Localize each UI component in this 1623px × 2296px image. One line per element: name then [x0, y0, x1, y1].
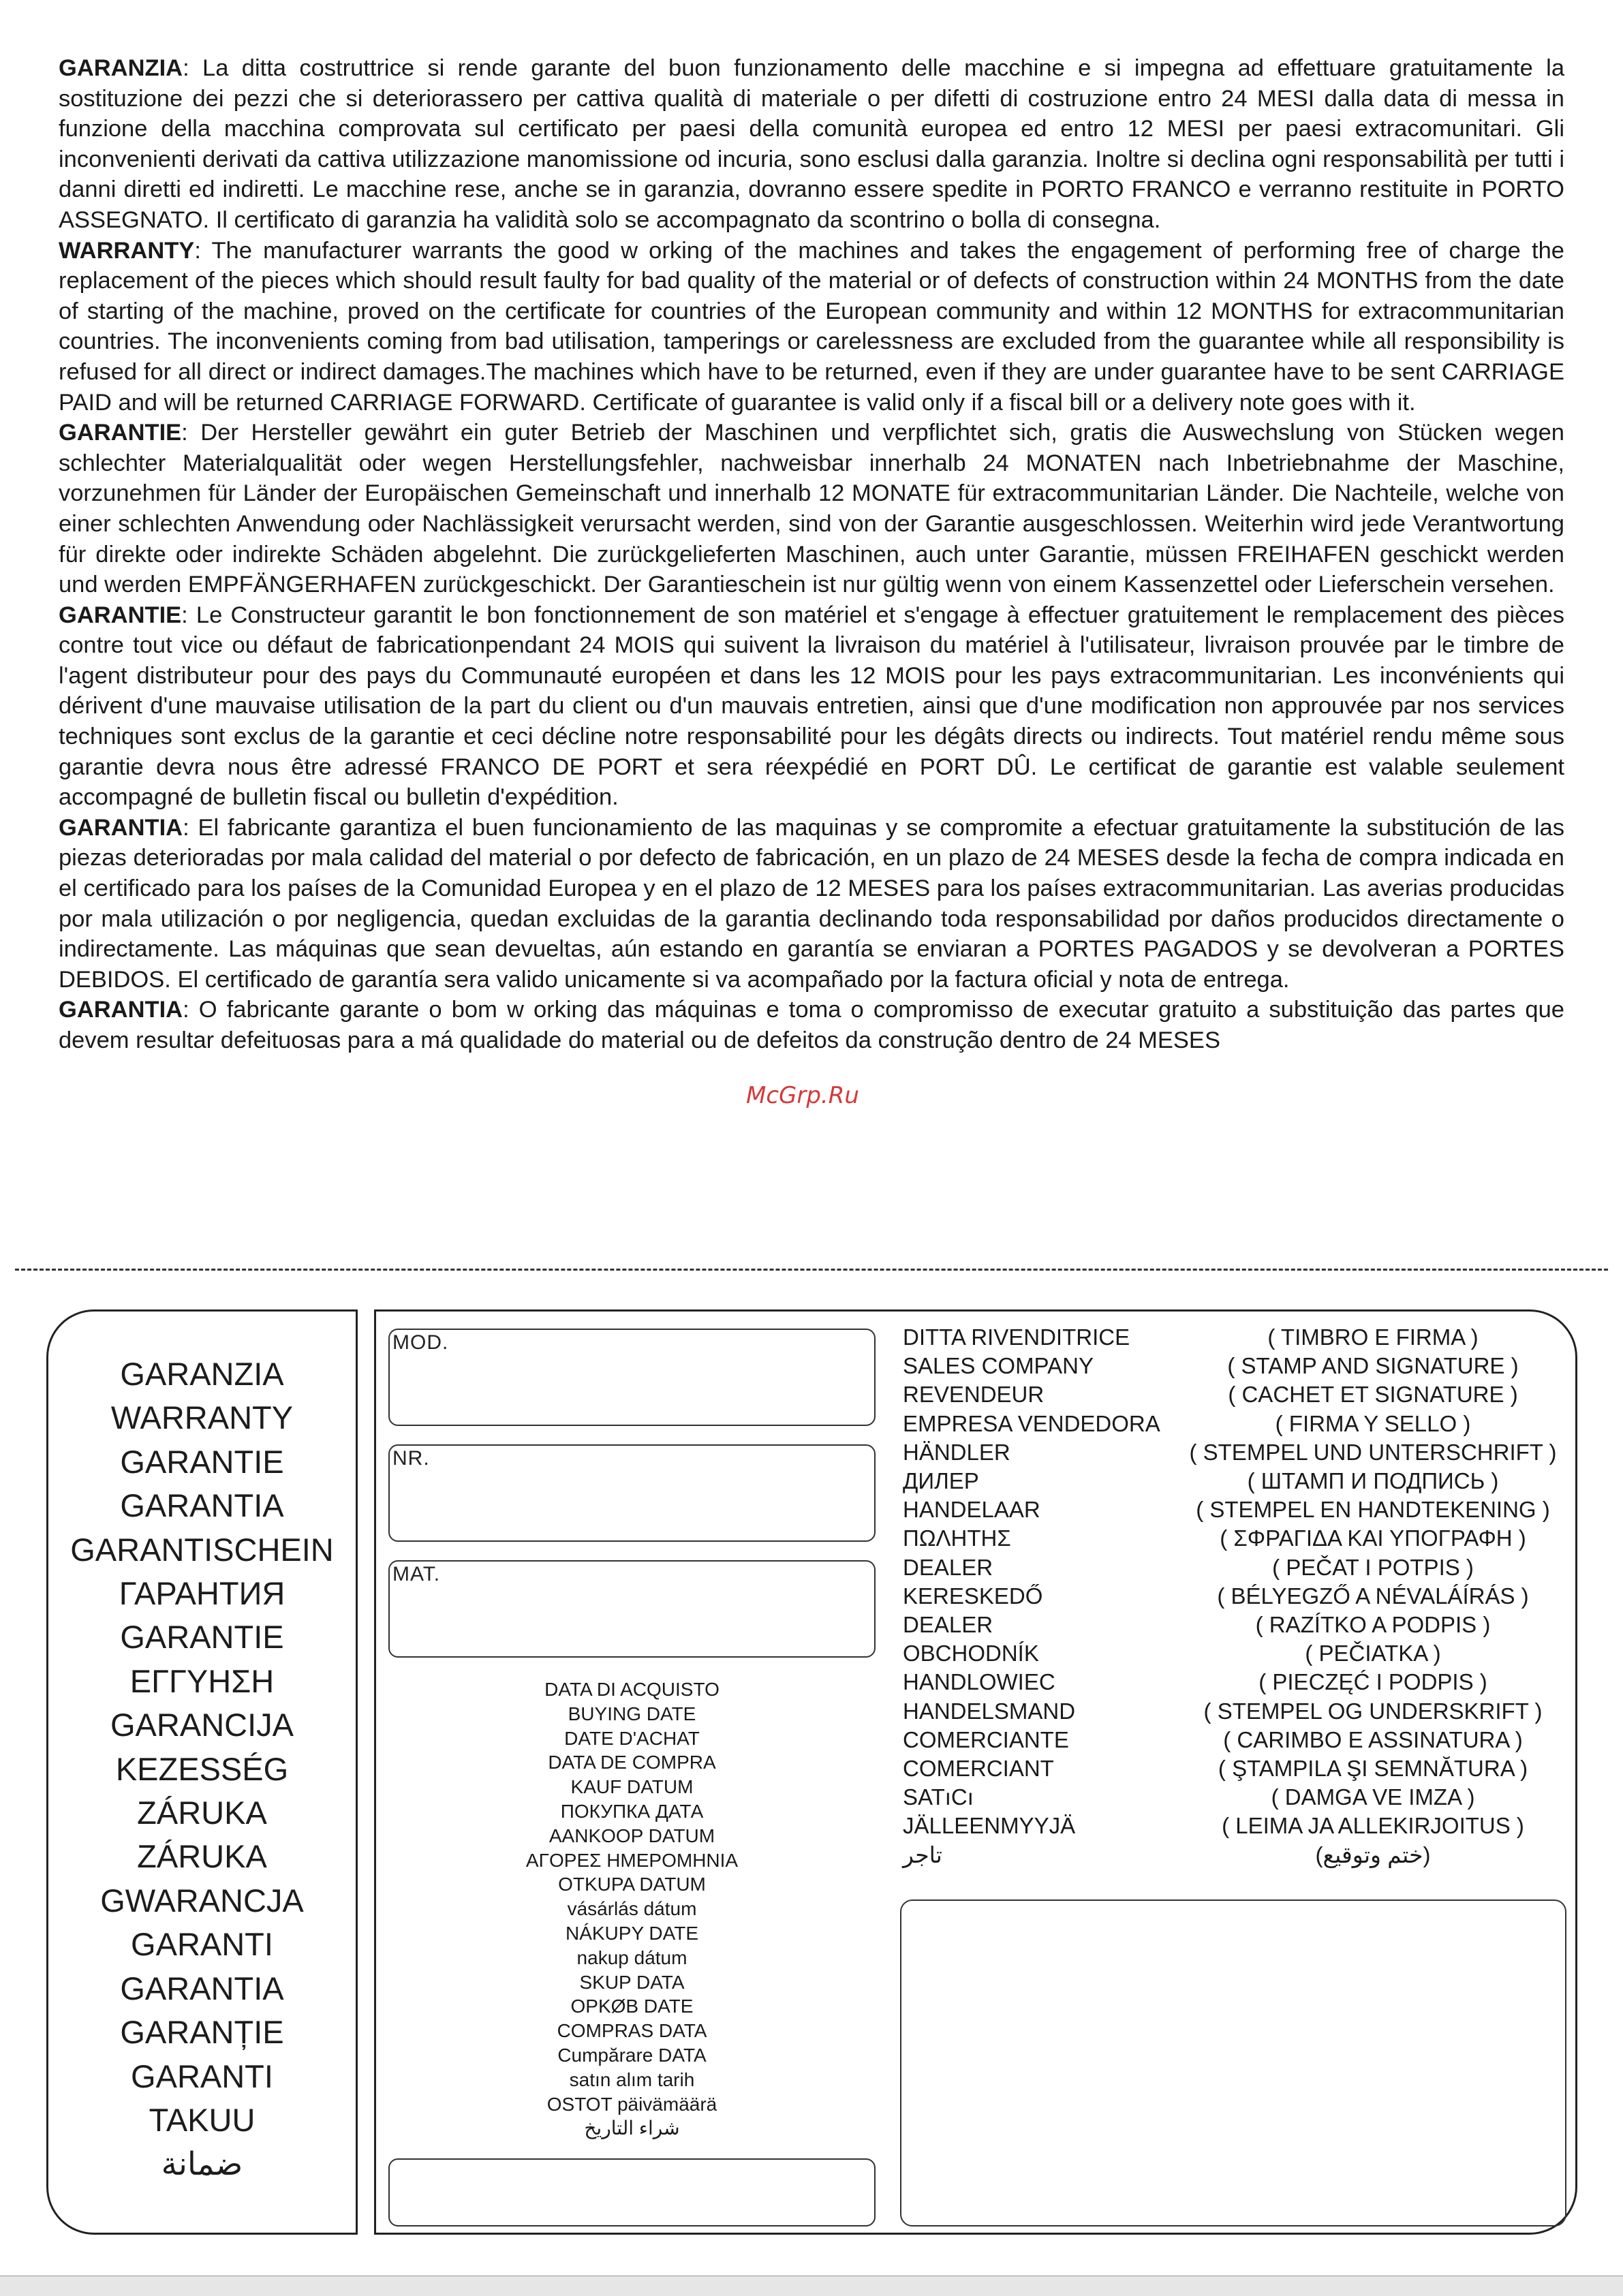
dealer-row — [903, 1323, 1584, 1352]
dealer-row — [903, 1726, 1584, 1754]
warranty-language-label: GARANTI — [131, 2058, 273, 2094]
dealer-row — [903, 1639, 1584, 1668]
watermark: McGrp.Ru — [746, 1082, 859, 1109]
paragraph-german — [59, 418, 1564, 600]
warranty-language-label: KEZESSÉG — [115, 1750, 289, 1787]
warranty-language-label: GWARANCJA — [100, 1882, 304, 1919]
purchase-date-label: COMPRAS DATA — [557, 2020, 707, 2042]
purchase-date-label: NÁKUPY DATE — [565, 1922, 698, 1944]
paragraph-heading: GARANTIE — [59, 602, 182, 628]
dealer-label: HANDLOWIEC — [903, 1669, 1055, 1695]
paragraph-body: : The manufacturer warrants the good w orking of the machines and takes the engagement of performing free of charge the replacement of the pieces which should result faulty for bad quality of the material or of defects of construction within 24 MONTHS from the date of starting of the machine, proved on the certificate for countries of the European community and within 12 MONTHS for extracommunitarian countries. The inconvenients coming from bad utilisation, tamperings or carelessness are excluded from the guarantee while all responsibility is refused for all direct or indirect damages.The machines which have to be returned, even if they are under guarantee have to be sent CARRIAGE PAID and will be returned CARRIAGE FORWARD. Certificate of guarantee is valid only if a fiscal bill or a delivery note goes with it. — [59, 237, 1564, 416]
stamp-label: ( ŞTAMPILA ŞI SEMNĂTURA ) — [1218, 1756, 1528, 1782]
dealer-row — [903, 1495, 1584, 1524]
dealer-stamp-labels — [903, 1323, 1584, 1870]
dealer-row — [903, 1611, 1584, 1639]
purchase-date-label: vásárlás dátum — [567, 1898, 697, 1920]
warranty-language-label: GARANTI — [131, 1926, 273, 1963]
paragraph-portuguese — [59, 995, 1564, 1055]
purchase-date-label: BUYING DATE — [568, 1703, 696, 1724]
purchase-date-field[interactable] — [388, 2158, 876, 2227]
paragraph-body: : Der Hersteller gewährt ein guter Betrieb der Maschinen und verpflichtet sich, gratis die Auswechslung von Stücken wegen schlechter Materialqualität oder wegen Herstellungsfehler, nachweisbar innerhalb 24 MONATEN nach Inbetriebnahme der Maschine, vorzunehmen für Länder der Europäischen Gemeinschaft und innerhalb 12 MONATE für extracommunitarian Länder. Die Nachteile, welche von einer schlechten Anwendung oder Nachlässigkeit verursacht werden, sind von der Garantie ausgeschlossen. Weiterhin wird jede Verantwortung für direkte oder indirekte Schäden abgelehnt. Die zurückgelieferten Maschinen, auch unter Garantie, müssen FREIHAFEN geschickt werden und werden EMPFÄNGERHAFEN zurückgeschickt. Der Garantieschein ist nur gültig wenn von einem Kassenzettel oder Lieferschein versehen. — [59, 420, 1564, 598]
purchase-date-labels — [436, 1677, 828, 2141]
stamp-label: ( BÉLYEGZŐ A NÉVALÁÍRÁS ) — [1217, 1583, 1529, 1609]
warranty-text-section — [59, 53, 1564, 1056]
dealer-label: DEALER — [903, 1554, 993, 1580]
mod-label: MOD. — [392, 1331, 449, 1354]
nr-label: NR. — [392, 1447, 430, 1470]
purchase-date-label: OTKUPA DATUM — [558, 1874, 706, 1895]
paragraph-body: : La ditta costruttrice si rende garante del buon funzionamento delle macchine e si impegna ad effettuare gratuitamente la sostituzione dei pezzi che si deteriorassero per cattiva qualità di materiale o per difetti di costruzione entro 24 MESI dalla data di messa in funzione della macchina comprovata sul certificato per paesi della comunità europea ed entro 12 MESI per paesi extracomunitari. Gli inconvenienti derivati da cattiva utilizzazione manomissione od incuria, sono esclusi dalla garanzia. Inoltre si declina ogni responsabilità per tutti i danni diretti ed indiretti. Le macchine rese, anche se in garanzia, dovranno essere spedite in PORTO FRANCO e verranno restituite in PORTO ASSEGNATO. Il certificato di garanzia ha validità solo se accompagnato da scontrino o bolla di consegna. — [59, 55, 1564, 233]
purchase-date-label: OPKØB DATE — [570, 1996, 694, 2017]
stamp-label: ( DAMGA VE IMZA ) — [1271, 1784, 1475, 1810]
dealer-row — [903, 1841, 1584, 1870]
stamp-label: ( LEIMA JA ALLEKIRJOITUS ) — [1222, 1813, 1524, 1839]
dealer-row — [903, 1438, 1584, 1467]
dealer-row — [903, 1352, 1584, 1380]
dealer-label: SALES COMPANY — [903, 1353, 1094, 1379]
purchase-date-label: SKUP DATA — [579, 1971, 685, 1993]
dealer-label: EMPRESA VENDEDORA — [903, 1410, 1160, 1436]
stamp-label: ( PEČAT I POTPIS ) — [1272, 1554, 1474, 1580]
dealer-label: HÄNDLER — [903, 1439, 1010, 1465]
purchase-date-label: Cumpărare DATA — [557, 2044, 707, 2066]
purchase-date-label: ΑΓΟΡΕΣ ΗΜΕΡΟΜΗΝΙΑ — [525, 1849, 739, 1871]
warranty-language-label: GARANCIJA — [110, 1707, 294, 1743]
dealer-row — [903, 1582, 1584, 1611]
paragraph-french — [59, 600, 1564, 813]
dealer-label: COMERCIANT — [903, 1756, 1054, 1782]
dealer-label: ДИЛЕР — [903, 1468, 979, 1494]
nr-field[interactable] — [388, 1444, 876, 1542]
dealer-row — [903, 1812, 1584, 1840]
warranty-language-label: ZÁRUKA — [137, 1795, 267, 1831]
paragraph-heading: GARANTIA — [59, 997, 183, 1023]
dealer-label: REVENDEUR — [903, 1382, 1045, 1408]
stamp-label: ( TIMBRO E FIRMA ) — [1267, 1324, 1479, 1350]
dealer-row — [903, 1553, 1584, 1582]
dealer-row — [903, 1668, 1584, 1696]
stamp-label: ( STAMP AND SIGNATURE ) — [1227, 1353, 1519, 1379]
paragraph-heading: GARANTIA — [59, 814, 183, 841]
warranty-language-label: GARANTIA — [120, 1970, 284, 2006]
dealer-label: KERESKEDŐ — [903, 1583, 1043, 1609]
purchase-date-label: satın alım tarih — [569, 2068, 695, 2090]
dealer-label: JÄLLEENMYYJÄ — [903, 1813, 1076, 1839]
paragraph-spanish — [59, 813, 1564, 995]
stamp-label: (ختم وتوقيع) — [1315, 1842, 1431, 1867]
stamp-label: ( RAZÍTKO A PODPIS ) — [1255, 1612, 1491, 1638]
warranty-language-label: ΕΓΓΥΗΣΗ — [129, 1662, 275, 1699]
paragraph-heading: GARANZIA — [59, 55, 183, 81]
dealer-label: تاجر — [903, 1842, 942, 1867]
paragraph-heading: GARANTIE — [59, 420, 182, 446]
stamp-label: ( STEMPEL OG UNDERSKRIFT ) — [1203, 1698, 1543, 1724]
purchase-date-label: KAUF DATUM — [570, 1776, 694, 1798]
warranty-languages-panel — [46, 1309, 356, 2235]
paragraph-heading: WARRANTY — [59, 237, 195, 264]
mat-label: MAT. — [392, 1563, 441, 1585]
stamp-label: ( STEMPEL UND UNTERSCHRIFT ) — [1189, 1439, 1557, 1465]
purchase-date-label: شراء التاريخ — [584, 2117, 680, 2139]
page-bottom-strip — [0, 2276, 1623, 2296]
mat-field[interactable] — [388, 1560, 876, 1658]
stamp-label: ( FIRMA Y SELLO ) — [1275, 1410, 1471, 1436]
warranty-language-list — [48, 1352, 356, 2186]
warranty-language-label: GARANTIA — [120, 1487, 284, 1524]
paragraph-body: : O fabricante garante o bom w orking das máquinas e toma o compromisso de executar gratuito a substituição das partes que devem resultar defeituosas para a má qualidade do material ou de defeitos da construção dentro de 24 MESES — [59, 997, 1564, 1053]
dealer-label: COMERCIANTE — [903, 1726, 1069, 1752]
dealer-stamp-box[interactable] — [900, 1899, 1566, 2227]
dealer-label: DITTA RIVENDITRICE — [903, 1324, 1130, 1350]
purchase-date-label: DATA DI ACQUISTO — [544, 1679, 720, 1700]
warranty-language-label: ГАРАНТИЯ — [119, 1575, 285, 1612]
dealer-label: HANDELAAR — [903, 1497, 1040, 1523]
dealer-row — [903, 1783, 1584, 1812]
stamp-label: ( CARIMBO E ASSINATURA ) — [1223, 1726, 1523, 1752]
stamp-label: ( CACHET ET SIGNATURE ) — [1228, 1382, 1518, 1408]
purchase-date-label: nakup dátum — [576, 1946, 687, 1968]
warranty-language-label: TAKUU — [149, 2101, 256, 2138]
paragraph-english — [59, 236, 1564, 418]
purchase-date-label: DATE D'ACHAT — [564, 1727, 700, 1749]
purchase-date-label: OSTOT päivämäärä — [546, 2093, 717, 2115]
dealer-row — [903, 1754, 1584, 1783]
warranty-language-label: GARANȚIE — [120, 2014, 284, 2051]
dealer-label: SATıCı — [903, 1784, 974, 1810]
purchase-date-label: ПОКУПКА ДАТА — [560, 1800, 704, 1822]
dealer-label: HANDELSMAND — [903, 1698, 1076, 1724]
warranty-language-label: GARANZIA — [120, 1356, 284, 1392]
dealer-row — [903, 1697, 1584, 1726]
dealer-label: OBCHODNÍK — [903, 1641, 1039, 1666]
dealer-label: DEALER — [903, 1612, 993, 1638]
stamp-label: ( PEČIATKA ) — [1305, 1641, 1441, 1666]
warranty-language-label: ضمانة — [161, 2145, 243, 2182]
warranty-language-label: GARANTIE — [120, 1443, 284, 1480]
warranty-language-label: WARRANTY — [110, 1399, 294, 1436]
paragraph-italian — [59, 53, 1564, 236]
dealer-label: ΠΩΛΗΤΗΣ — [903, 1525, 1011, 1551]
paragraph-body: : Le Constructeur garantit le bon fonctionnement de son matériel et s'engage à effectuer gratuitement le remplacement des pièces contre tout vice ou défaut de fabricationpendant 24 MOIS qui suivent la livraison du matériel à l'utilisateur, livraison prouvée par le timbre de l'agent distributeur pour des pays du Communauté européen et dans les 12 MOIS pour les pays extracommunitarian. Les inconvénients qui dérivent d'une mauvaise utilisation de la part du client ou d'un mauvais entretien, ainsi que d'une modification non approuvée par nos services techniques sont exclus de la garantie et ceci décline notre responsabilité pour les dégâts directs ou indirects. Tout matériel rendu même sous garantie devra nous être adressé FRANCO DE PORT et sera réexpédié en PORT DÛ. Le certificat de garantie est valable seulement accompagné de bulletin fiscal ou bulletin d'expédition. — [59, 602, 1564, 811]
dealer-row — [903, 1467, 1584, 1495]
stamp-label: ( STEMPEL EN HANDTEKENING ) — [1196, 1497, 1550, 1523]
mod-field[interactable] — [388, 1329, 876, 1426]
dealer-row — [903, 1524, 1584, 1553]
panel-divider — [356, 1309, 358, 2235]
purchase-date-label: AANKOOP DATUM — [548, 1825, 715, 1846]
stamp-label: ( ΣΦΡΑΓΙΔΑ ΚΑΙ ΥΠΟΓΡΑΦΗ ) — [1220, 1525, 1526, 1551]
dealer-row — [903, 1410, 1584, 1438]
paragraph-body: : El fabricante garantiza el buen funcionamiento de las maquinas y se compromite a efectuar gratuitamente la substitución de las piezas deterioradas por mala calidad del material o por defecto de fabricación, en un plazo de 24 MESES desde la fecha de compra indicada en el certificado para los países de la Comunidad Europea y en el plazo de 12 MESES para los países extracommunitarian. Las averias producidas por mala utilización o por negligencia, quedan excluidas de la garantia declinando toda responsabilidad por daños producidos directamente o indirectamente. Las máquinas que sean devueltas, aún estando en garantía se enviaran a PORTES PAGADOS y se devolveran a PORTES DEBIDOS. El certificado de garantía sera valido unicamente si va acompañado por la factura oficial y nota de entrega. — [59, 814, 1564, 993]
warranty-language-label: GARANTIE — [120, 1619, 284, 1656]
purchase-date-label: DATA DE COMPRA — [548, 1752, 716, 1773]
cut-line — [15, 1269, 1608, 1271]
dealer-row — [903, 1380, 1584, 1409]
stamp-label: ( PIECZĘĆ I PODPIS ) — [1258, 1669, 1487, 1695]
stamp-label: ( ШТАМП И ПОДПИСЬ ) — [1247, 1468, 1499, 1494]
warranty-language-label: GARANTISCHEIN — [70, 1531, 334, 1568]
warranty-language-label: ZÁRUKA — [137, 1838, 267, 1875]
